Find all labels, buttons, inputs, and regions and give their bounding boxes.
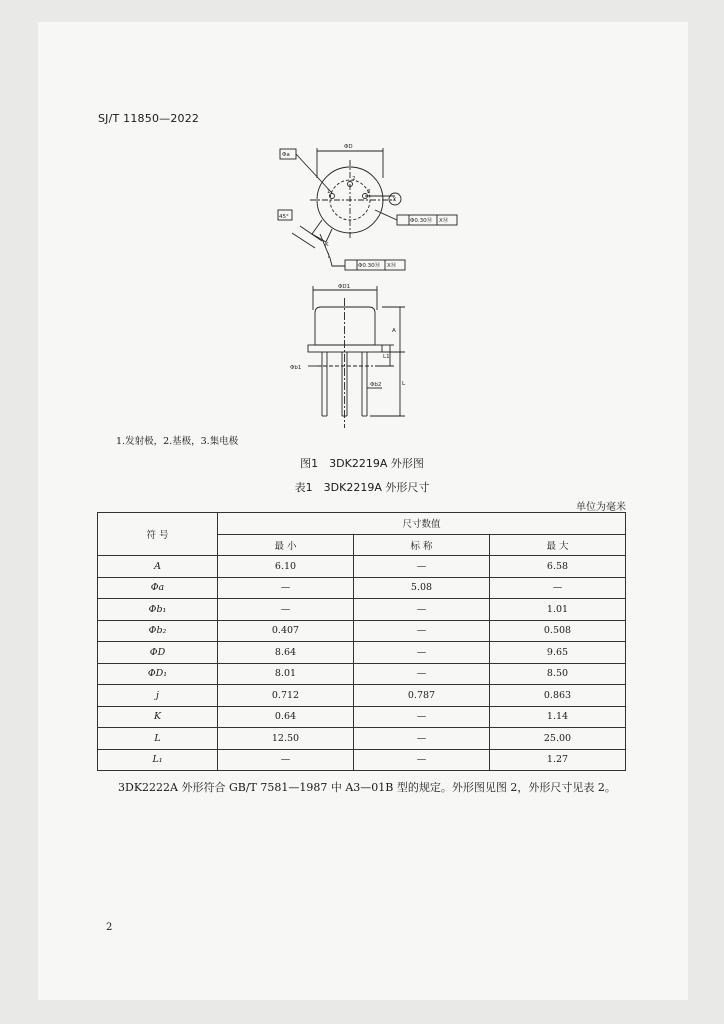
cell-symbol: L₁ bbox=[98, 749, 218, 771]
cell-min: — bbox=[218, 577, 354, 599]
table-row bbox=[98, 749, 626, 771]
cell-max: 8.50 bbox=[490, 663, 626, 685]
standard-number: SJ/T 11850—2022 bbox=[98, 112, 200, 125]
unit-note: 单位为毫米 bbox=[576, 502, 626, 513]
dimension-table bbox=[97, 512, 626, 771]
cell-max: 25.00 bbox=[490, 728, 626, 750]
cell-max: 1.27 bbox=[490, 749, 626, 771]
label-pin3: 3 bbox=[367, 189, 371, 195]
header-max: 最 大 bbox=[490, 534, 626, 556]
cell-nom: 0.787 bbox=[354, 685, 490, 707]
cell-nom: — bbox=[354, 620, 490, 642]
table-row bbox=[98, 620, 626, 642]
cell-nom: — bbox=[354, 728, 490, 750]
cell-nom: — bbox=[354, 706, 490, 728]
label-datum: X bbox=[392, 197, 397, 203]
cell-nom: — bbox=[354, 556, 490, 578]
cell-max: 0.863 bbox=[490, 685, 626, 707]
page-number: 2 bbox=[106, 922, 113, 933]
cell-max: 1.14 bbox=[490, 706, 626, 728]
table-header-row bbox=[98, 513, 626, 535]
cell-min: 12.50 bbox=[218, 728, 354, 750]
cell-min: 8.64 bbox=[218, 642, 354, 664]
table-row bbox=[98, 663, 626, 685]
cell-symbol: A bbox=[98, 556, 218, 578]
header-min: 最 小 bbox=[218, 534, 354, 556]
table-row bbox=[98, 556, 626, 578]
table-row bbox=[98, 685, 626, 707]
cell-symbol: Φb₂ bbox=[98, 620, 218, 642]
table-row bbox=[98, 599, 626, 621]
label-tol1: Φ0.30Ⓜ bbox=[410, 218, 433, 224]
pin-legend: 1.发射极，2.基极，3.集电极 bbox=[116, 436, 239, 447]
cell-min: 0.407 bbox=[218, 620, 354, 642]
table-caption: 表1 3DK2219A 外形尺寸 bbox=[294, 481, 430, 494]
cell-min: — bbox=[218, 599, 354, 621]
cell-symbol: ΦD₁ bbox=[98, 663, 218, 685]
cell-nom: — bbox=[354, 642, 490, 664]
label-tol1-ref: XⓂ bbox=[439, 218, 449, 224]
label-j: j bbox=[328, 253, 330, 259]
label-phi-d: ΦD bbox=[344, 144, 353, 150]
cell-min: 6.10 bbox=[218, 556, 354, 578]
label-tol2: Φ0.30Ⓜ bbox=[358, 263, 381, 269]
cell-min: 8.01 bbox=[218, 663, 354, 685]
label-pin2: 2 bbox=[352, 176, 356, 182]
header-group: 尺寸数值 bbox=[218, 513, 626, 535]
label-pin1: 1 bbox=[327, 189, 331, 195]
figure-caption: 图1 3DK2219A 外形图 bbox=[300, 457, 424, 470]
outline-drawing bbox=[270, 138, 470, 428]
cell-max: 6.58 bbox=[490, 556, 626, 578]
header-symbol: 符 号 bbox=[98, 513, 218, 556]
label-phi-b1: Φb1 bbox=[290, 365, 302, 371]
label-a: A bbox=[392, 328, 396, 334]
label-phi-b2: Φb2 bbox=[370, 382, 382, 388]
cell-symbol: L bbox=[98, 728, 218, 750]
flange bbox=[308, 345, 382, 352]
label-phi-d1: ΦD1 bbox=[338, 284, 351, 290]
label-angle: 45° bbox=[279, 214, 289, 220]
header-nom: 标 称 bbox=[354, 534, 490, 556]
cell-min: — bbox=[218, 749, 354, 771]
table-row bbox=[98, 577, 626, 599]
cell-max: 0.508 bbox=[490, 620, 626, 642]
label-k: K bbox=[325, 242, 329, 248]
cell-nom: — bbox=[354, 663, 490, 685]
cell-max: — bbox=[490, 577, 626, 599]
cell-nom: 5.08 bbox=[354, 577, 490, 599]
cell-symbol: Φb₁ bbox=[98, 599, 218, 621]
table-row bbox=[98, 728, 626, 750]
cell-symbol: j bbox=[98, 685, 218, 707]
can-body bbox=[315, 307, 375, 345]
cell-symbol: K bbox=[98, 706, 218, 728]
table-row bbox=[98, 706, 626, 728]
outline-note: 3DK2222A 外形符合 GB/T 7581—1987 中 A3—01B 型的规定。外形图见图 2，外形尺寸见表 2。 bbox=[118, 781, 616, 794]
cell-max: 1.01 bbox=[490, 599, 626, 621]
cell-nom: — bbox=[354, 599, 490, 621]
cell-symbol: ΦD bbox=[98, 642, 218, 664]
cell-nom: — bbox=[354, 749, 490, 771]
cell-symbol: Φa bbox=[98, 577, 218, 599]
label-tol2-ref: XⓂ bbox=[387, 263, 397, 269]
cell-max: 9.65 bbox=[490, 642, 626, 664]
cell-min: 0.712 bbox=[218, 685, 354, 707]
label-l1: L1 bbox=[383, 354, 390, 360]
cell-min: 0.64 bbox=[218, 706, 354, 728]
label-phi-a: Φa bbox=[282, 152, 290, 158]
label-l: L bbox=[402, 381, 406, 387]
table-row bbox=[98, 642, 626, 664]
